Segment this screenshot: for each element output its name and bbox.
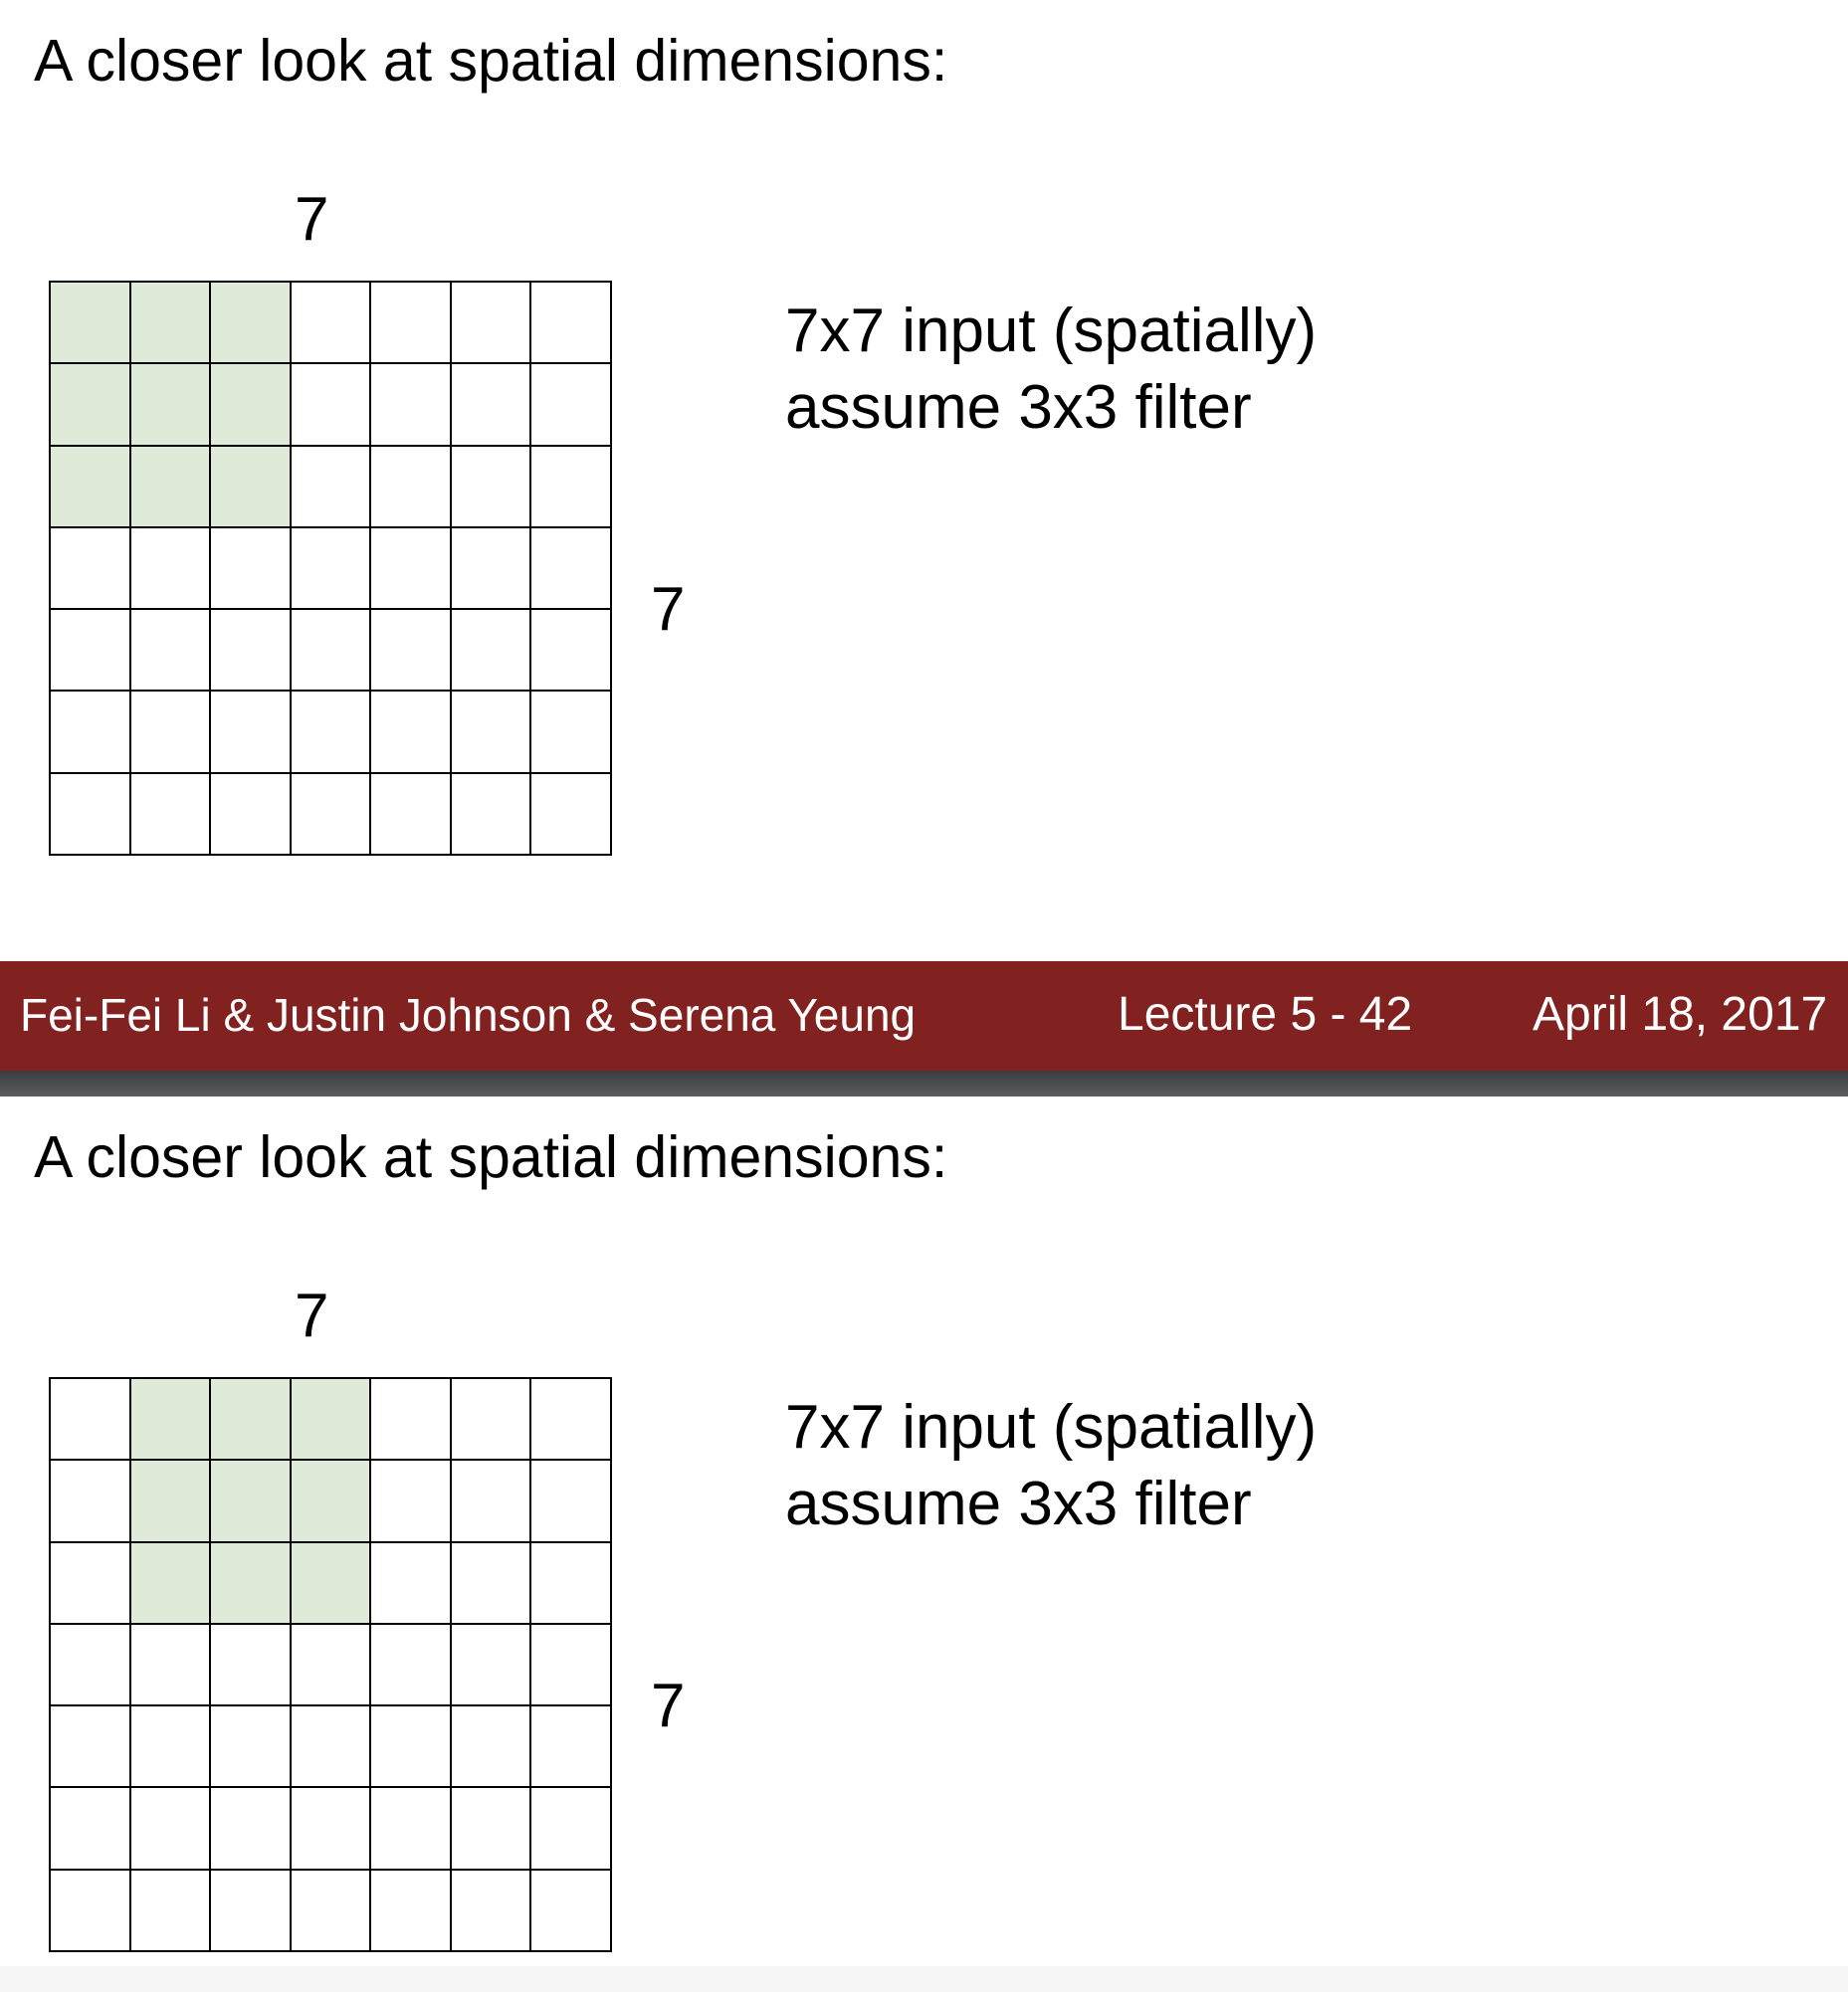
footer-authors: Fei-Fei Li & Justin Johnson & Serena Yeung — [20, 989, 917, 1041]
grid-cell — [452, 1379, 532, 1461]
grid-cell — [131, 1871, 212, 1952]
grid-cell-filter — [131, 1543, 212, 1625]
grid-cell — [371, 364, 452, 446]
grid-cell — [371, 1706, 452, 1788]
page-bottom-edge — [0, 1966, 1848, 1992]
grid-cell — [452, 1543, 532, 1625]
grid-cell — [131, 1788, 212, 1870]
grid-cell — [51, 1788, 131, 1870]
grid-cell — [452, 692, 532, 773]
grid-cell — [292, 447, 372, 528]
footer-date: April 18, 2017 — [1533, 988, 1828, 1041]
grid-height-label: 7 — [651, 1672, 686, 1740]
grid-width-label: 7 — [295, 1282, 329, 1350]
input-grid — [49, 281, 612, 856]
grid-cell — [51, 1543, 131, 1625]
slide-title: A closer look at spatial dimensions: — [34, 1124, 948, 1190]
grid-cell — [51, 528, 131, 610]
grid-cell — [51, 774, 131, 856]
grid-cell — [211, 692, 292, 773]
grid-cell — [531, 1379, 612, 1461]
grid-cell — [292, 692, 372, 773]
slide-description — [785, 1389, 1317, 1542]
grid-cell — [292, 364, 372, 446]
grid-cell — [131, 692, 212, 773]
grid-cell — [452, 1871, 532, 1952]
grid-cell — [452, 447, 532, 528]
grid-cell — [211, 774, 292, 856]
grid-cell — [452, 774, 532, 856]
grid-cell — [51, 1379, 131, 1461]
grid-cell — [371, 1543, 452, 1625]
grid-cell — [211, 1625, 292, 1706]
grid-cell — [531, 1543, 612, 1625]
grid-cell — [371, 1379, 452, 1461]
grid-cell — [531, 692, 612, 773]
grid-cell-filter — [211, 1379, 292, 1461]
grid-cell — [51, 610, 131, 692]
grid-cell-filter — [211, 364, 292, 446]
grid-cell-filter — [131, 1379, 212, 1461]
grid-cell — [531, 774, 612, 856]
grid-width-label: 7 — [295, 185, 329, 254]
grid-cell — [452, 1625, 532, 1706]
grid-cell — [371, 1461, 452, 1542]
grid-cell — [292, 1788, 372, 1870]
grid-cell — [371, 774, 452, 856]
grid-cell — [531, 364, 612, 446]
grid-cell — [131, 528, 212, 610]
grid-cell-filter — [51, 283, 131, 364]
grid-cell — [452, 364, 532, 446]
description-line-filter: assume 3x3 filter — [785, 373, 1252, 442]
grid-cell-filter — [211, 1461, 292, 1542]
grid-cell — [371, 1871, 452, 1952]
grid-cell — [131, 1706, 212, 1788]
grid-cell — [531, 1871, 612, 1952]
grid-cell — [292, 1706, 372, 1788]
grid-cell-filter — [211, 447, 292, 528]
grid-cell — [131, 774, 212, 856]
grid-cell — [211, 610, 292, 692]
grid-cell — [211, 1706, 292, 1788]
slide-description — [785, 293, 1317, 446]
grid-cell — [371, 692, 452, 773]
grid-cell — [531, 528, 612, 610]
grid-cell — [292, 1625, 372, 1706]
grid-cell — [131, 610, 212, 692]
grid-cell — [371, 610, 452, 692]
grid-cell — [531, 1625, 612, 1706]
grid-cell — [131, 1625, 212, 1706]
grid-cell — [452, 1461, 532, 1542]
grid-cell — [531, 1788, 612, 1870]
description-line-input: 7x7 input (spatially) — [785, 297, 1318, 365]
footer-lecture: Lecture 5 - 42 — [1118, 988, 1413, 1041]
grid-cell — [531, 1461, 612, 1542]
grid-cell-filter — [211, 283, 292, 364]
grid-cell — [452, 1788, 532, 1870]
footer-divider — [0, 1071, 1848, 1096]
grid-cell-filter — [131, 283, 212, 364]
slide-1 — [0, 0, 1848, 961]
grid-cell-filter — [51, 364, 131, 446]
footer-bar — [0, 961, 1848, 1071]
grid-cell — [211, 528, 292, 610]
grid-cell-filter — [51, 447, 131, 528]
input-grid — [49, 1377, 612, 1952]
grid-cell — [292, 283, 372, 364]
grid-cell — [211, 1871, 292, 1952]
grid-cell — [51, 1706, 131, 1788]
grid-cell — [51, 1625, 131, 1706]
grid-cell — [51, 692, 131, 773]
description-line-input: 7x7 input (spatially) — [785, 1393, 1318, 1462]
grid-cell-filter — [131, 447, 212, 528]
grid-cell — [531, 1706, 612, 1788]
grid-cell — [371, 1625, 452, 1706]
grid-cell-filter — [292, 1543, 372, 1625]
grid-cell-filter — [131, 1461, 212, 1542]
grid-cell-filter — [292, 1379, 372, 1461]
grid-cell — [371, 283, 452, 364]
description-line-filter: assume 3x3 filter — [785, 1470, 1252, 1538]
grid-height-label: 7 — [651, 575, 686, 644]
grid-cell — [452, 283, 532, 364]
grid-cell — [531, 283, 612, 364]
grid-cell-filter — [292, 1461, 372, 1542]
grid-cell — [292, 610, 372, 692]
slide-2 — [0, 1096, 1848, 1992]
grid-cell — [292, 528, 372, 610]
grid-cell — [452, 528, 532, 610]
grid-cell — [51, 1871, 131, 1952]
grid-cell — [531, 610, 612, 692]
grid-cell — [292, 774, 372, 856]
grid-cell — [371, 528, 452, 610]
grid-cell — [51, 1461, 131, 1542]
grid-cell — [211, 1788, 292, 1870]
slide-title: A closer look at spatial dimensions: — [34, 28, 948, 94]
grid-cell-filter — [131, 364, 212, 446]
grid-cell — [371, 447, 452, 528]
grid-cell — [371, 1788, 452, 1870]
grid-cell — [452, 1706, 532, 1788]
slide-footer — [0, 961, 1848, 1096]
grid-cell-filter — [211, 1543, 292, 1625]
grid-cell — [452, 610, 532, 692]
grid-cell — [531, 447, 612, 528]
grid-cell — [292, 1871, 372, 1952]
